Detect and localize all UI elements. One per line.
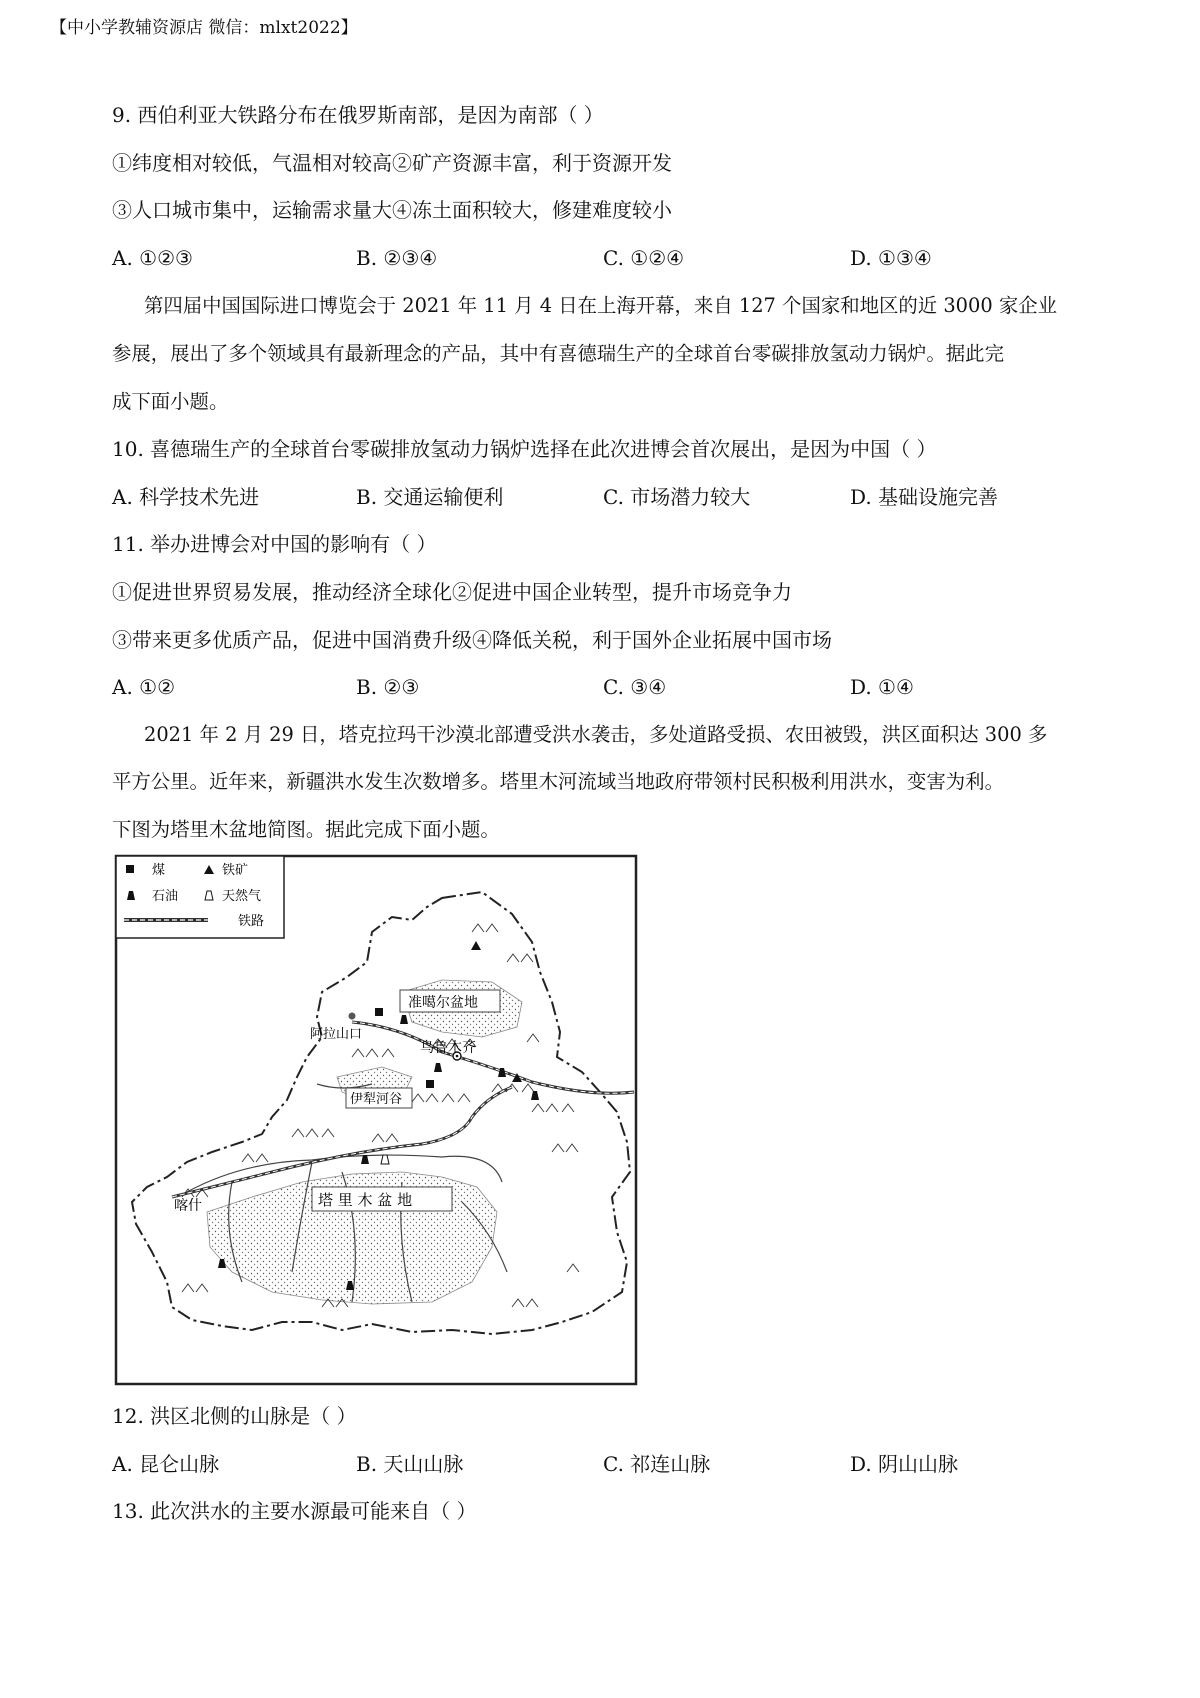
q11-option-c: C. ③④ (603, 675, 667, 699)
map-legend (116, 856, 284, 938)
q10-option-c: C. 市场潜力较大 (603, 485, 751, 509)
legend-railway: 铁路 (238, 914, 265, 929)
q12-option-a: A. 昆仑山脉 (112, 1452, 220, 1476)
passage-1-line-2: 参展，展出了多个领域具有最新理念的产品，其中有喜德瑞生产的全球首台零碳排放氢动力锅炉。据此完 (112, 342, 1004, 365)
coal-marker (426, 1080, 434, 1088)
q12-option-b: B. 天山山脉 (356, 1452, 464, 1476)
coal-symbol (126, 865, 134, 873)
q13-stem: 13. 此次洪水的主要水源最可能来自（ ） (112, 1499, 477, 1523)
label-junggar: 准噶尔盆地 (408, 995, 478, 1011)
label-tarim: 塔 里 木 盆 地 (318, 1191, 413, 1209)
q11-option-b: B. ②③ (356, 675, 420, 699)
q12-option-d: D. 阴山山脉 (850, 1452, 959, 1476)
tarim-basin-map (112, 852, 642, 1392)
q11-item-2: ③带来更多优质产品，促进中国消费升级④降低关税，利于国外企业拓展中国市场 (112, 628, 832, 652)
label-yili: 伊犁河谷 (350, 1092, 403, 1107)
q12-option-c: C. 祁连山脉 (603, 1452, 711, 1476)
q12-stem: 12. 洪区北侧的山脉是（ ） (112, 1404, 357, 1428)
q9-item-1: ①纬度相对较低，气温相对较高②矿产资源丰富，利于资源开发 (112, 151, 672, 175)
q11-stem: 11. 举办进博会对中国的影响有（ ） (112, 532, 437, 556)
coal-marker (375, 1008, 383, 1016)
q10-option-d: D. 基础设施完善 (850, 485, 999, 509)
q11-option-d: D. ①④ (850, 675, 914, 699)
q10-stem: 10. 喜德瑞生产的全球首台零碳排放氢动力锅炉选择在此次进博会首次展出，是因为中国（ ） (112, 437, 937, 461)
q9-stem: 9. 西伯利亚大铁路分布在俄罗斯南部，是因为南部（ ） (112, 103, 604, 127)
page-header: 【中小学教辅资源店 微信：mlxt2022】 (50, 18, 358, 38)
q10-option-b: B. 交通运输便利 (356, 485, 504, 509)
gas-marker (381, 1155, 389, 1164)
label-alashankou: 阿拉山口 (310, 1027, 363, 1042)
passage-1-line-1: 第四届中国国际进口博览会于 2021 年 11 月 4 日在上海开幕，来自 127 个国家和地区的近 3000 家企业 (144, 294, 1058, 317)
alashankou-marker (349, 1013, 356, 1020)
label-kashgar: 喀什 (174, 1198, 202, 1214)
q11-option-a: A. ①② (112, 675, 176, 699)
gas-symbol (205, 891, 213, 900)
q9-option-a: A. ①②③ (112, 246, 193, 270)
legend-oil: 石油 (152, 889, 179, 904)
legend-gas: 天然气 (222, 889, 262, 904)
passage-2-line-1: 2021 年 2 月 29 日，塔克拉玛干沙漠北部遭受洪水袭击，多处道路受损、农田被毁，洪区面积达 300 多 (144, 723, 1048, 746)
q9-option-d: D. ①③④ (850, 246, 932, 270)
q9-option-c: C. ①②④ (603, 246, 685, 270)
q10-option-a: A. 科学技术先进 (112, 485, 260, 509)
legend-iron: 铁矿 (222, 863, 249, 878)
q9-item-2: ③人口城市集中，运输需求量大④冻土面积较大，修建难度较小 (112, 198, 672, 222)
passage-2-line-3: 下图为塔里木盆地简图。据此完成下面小题。 (112, 818, 500, 841)
legend-coal: 煤 (152, 863, 166, 878)
passage-1-line-3: 成下面小题。 (112, 390, 229, 413)
passage-2-line-2: 平方公里。近年来，新疆洪水发生次数增多。塔里木河流域当地政府带领村民积极利用洪水，变害为利。 (112, 770, 1004, 793)
q11-item-1: ①促进世界贸易发展，推动经济全球化②促进中国企业转型，提升市场竞争力 (112, 580, 792, 604)
label-urumqi: 乌鲁木齐 (420, 1040, 476, 1056)
q9-option-b: B. ②③④ (356, 246, 438, 270)
